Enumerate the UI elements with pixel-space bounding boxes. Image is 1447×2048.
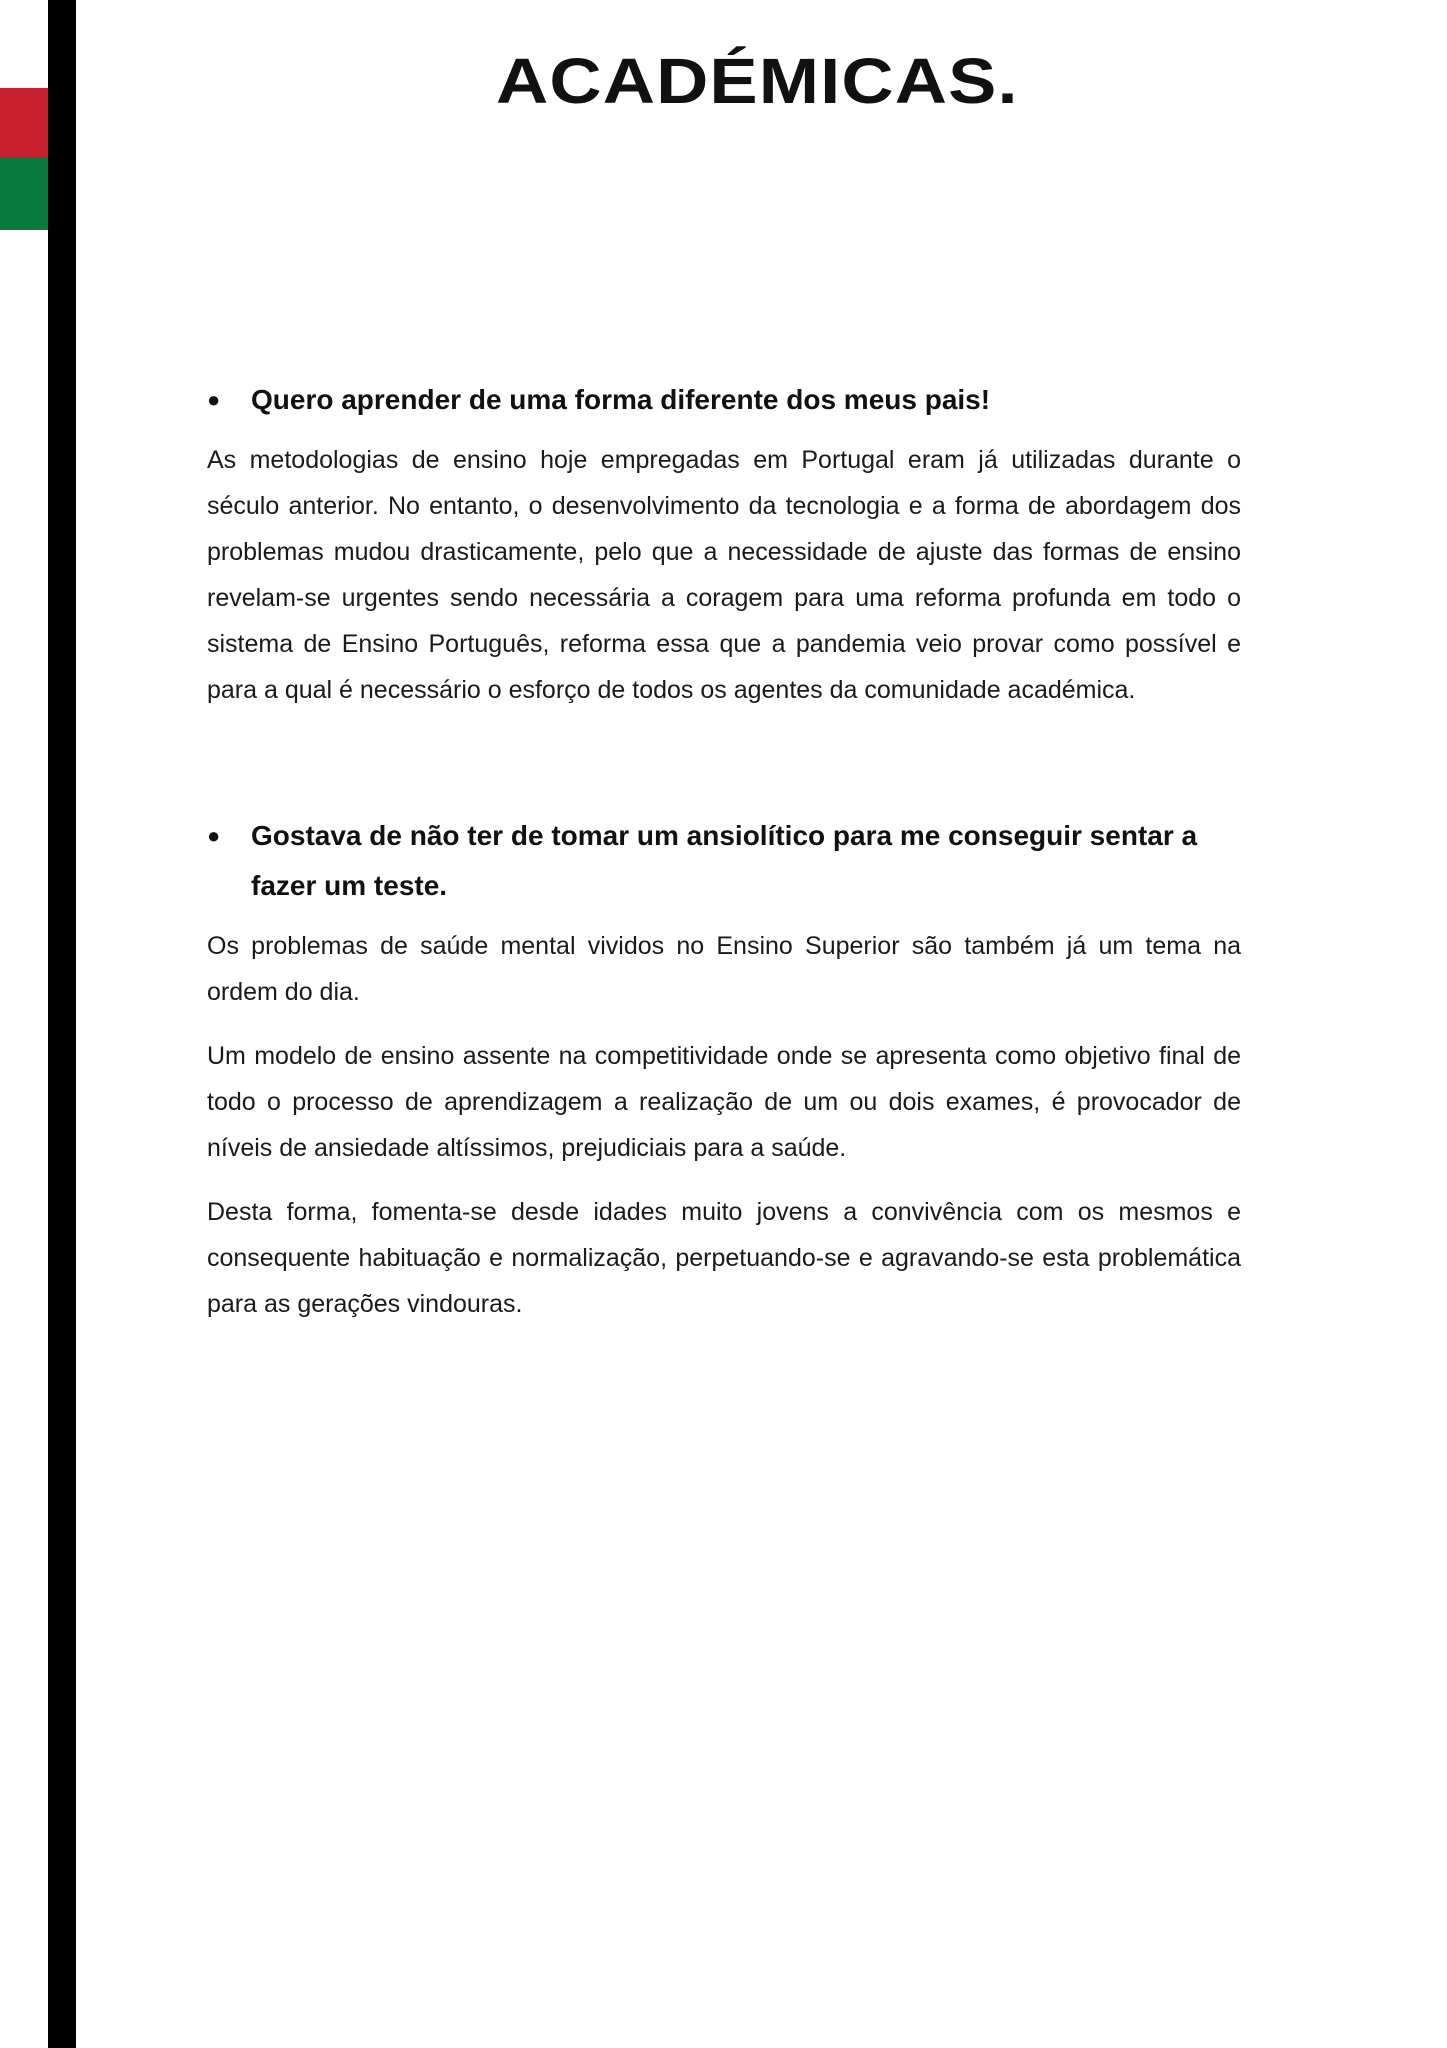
logo <box>496 46 1019 116</box>
logo-text: ACADÉMICAS. <box>496 45 1019 117</box>
section-2 <box>207 811 1241 1327</box>
paragraph: As metodologias de ensino hoje empregadas em Portugal eram já utilizadas durante o século anterior. No entanto, o desenvolvimento da tecnologia e a forma de abordagem dos problemas mudou drasticamente, pelo que a necessidade de ajuste das formas de ensino revelam-se urgentes sendo necessária a coragem para uma reforma profunda em todo o sistema de Ensino Português, reforma essa que a pandemia veio provar como possível e para a qual é necessário o esforço de todos os agentes da comunidade académica. <box>207 446 1241 704</box>
paragraph: Os problemas de saúde mental vividos no Ensino Superior são também já um tema na ordem do dia. <box>207 932 1241 1006</box>
bullet-icon: ● <box>207 823 221 848</box>
section-heading <box>207 811 1241 911</box>
section-heading-text: Gostava de não ter de tomar um ansiolítico para me conseguir sentar a fazer um teste. <box>251 820 1198 901</box>
side-bar-black <box>48 0 76 2048</box>
document-body <box>207 375 1241 1327</box>
side-block-green <box>0 158 48 230</box>
section-heading-text: Quero aprender de uma forma diferente dos meus pais! <box>251 384 991 415</box>
section-heading <box>207 375 1241 425</box>
paragraph: Desta forma, fomenta-se desde idades muito jovens a convivência com os mesmos e consequente habituação e normalização, perpetuando-se e agravando-se esta problemática para as gerações vindouras. <box>207 1198 1241 1318</box>
bullet-icon: ● <box>207 387 221 412</box>
paragraph: Um modelo de ensino assente na competitividade onde se apresenta como objetivo final de todo o processo de aprendizagem a realização de um ou dois exames, é provocador de níveis de ansiedade altíssimos, prejudiciais para a saúde. <box>207 1042 1241 1162</box>
section-1 <box>207 375 1241 713</box>
side-block-red <box>0 88 48 158</box>
